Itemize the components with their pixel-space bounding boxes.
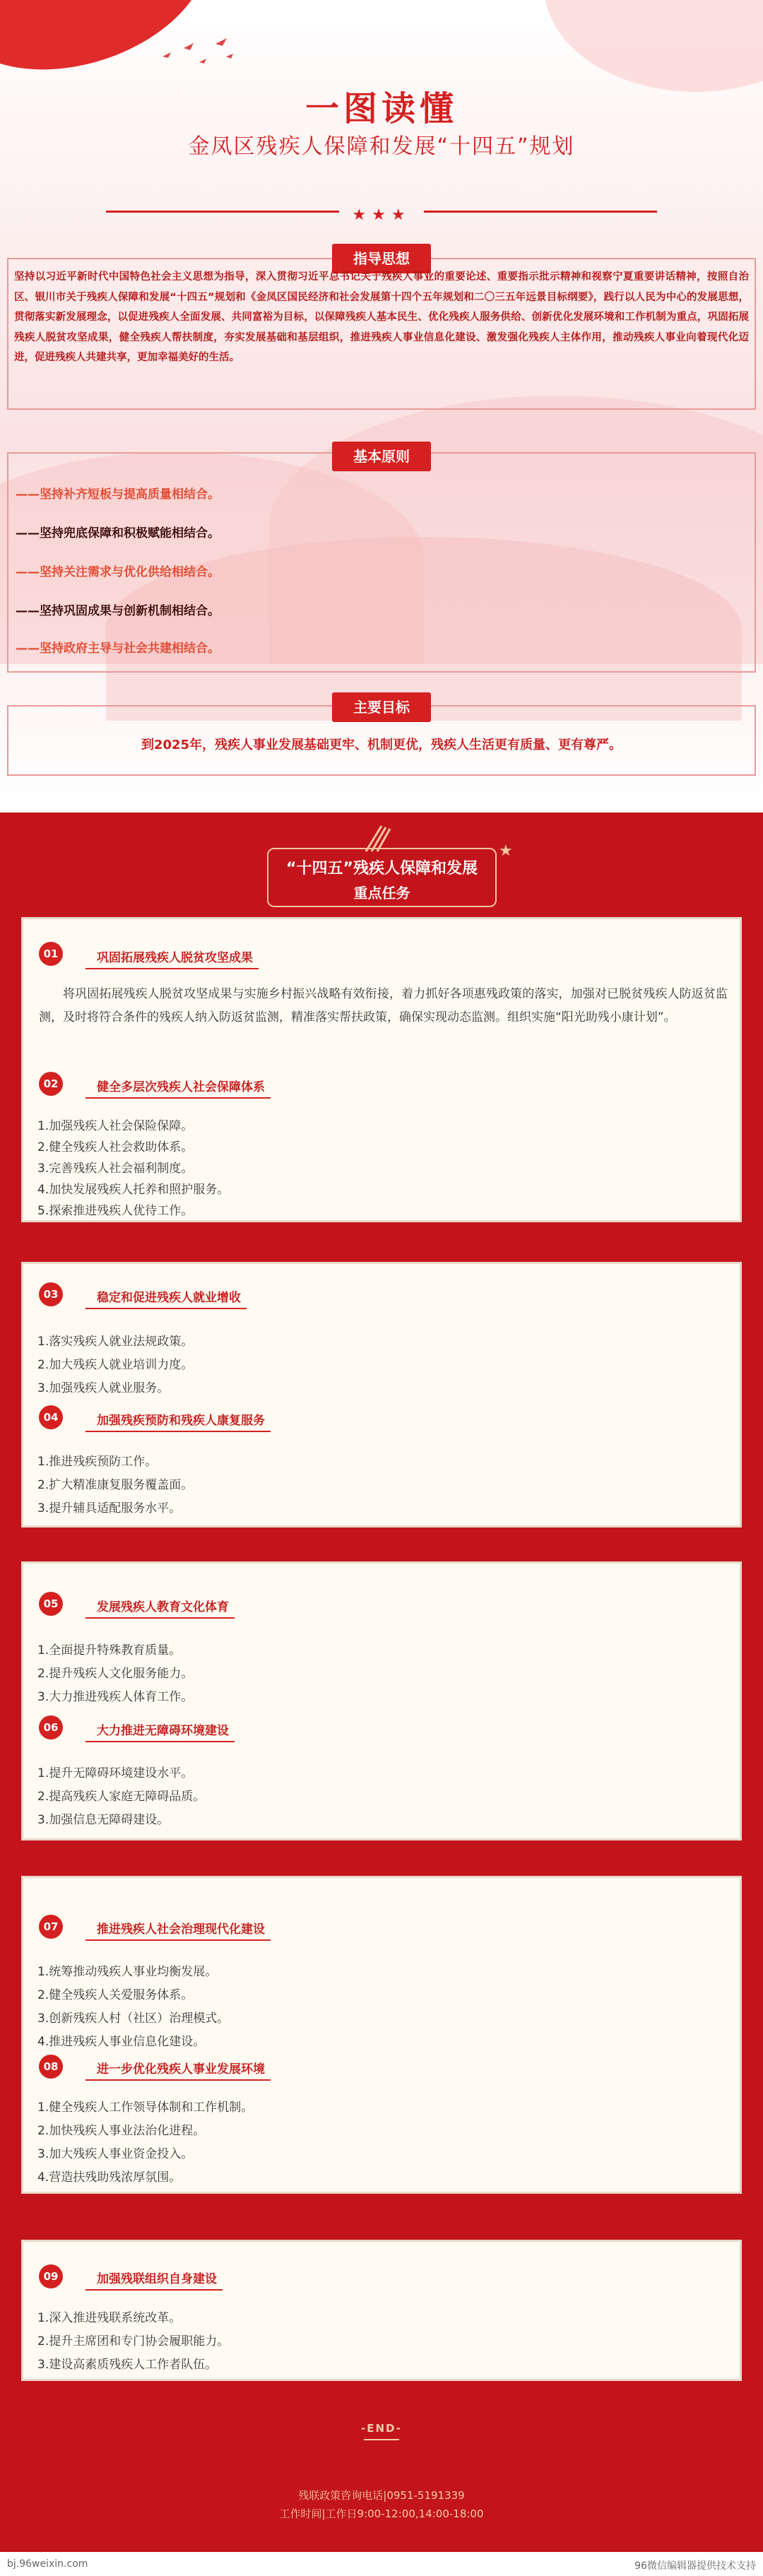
task-title: 推进残疾人社会治理现代化建设 [85, 1919, 271, 1941]
task-number: 02 [39, 1072, 63, 1096]
task-number: 01 [39, 942, 63, 966]
task-line: 3.完善残疾人社会福利制度。 [37, 1162, 194, 1176]
task-title: 巩固拓展残疾人脱贫攻坚成果 [85, 947, 259, 969]
task-paragraph: 将巩固拓展残疾人脱贫攻坚成果与实施乡村振兴战略有效衔接，着力抓好各项惠残政策的落实，加强对已脱贫残疾人防返贫监测，及时将符合条件的残疾人纳入防返贫监测，精准落实帮扶政策，确保实现动态监测。组织实施“阳光助残小康计划”。 [39, 987, 728, 1024]
watermark-left: bj.96weixin.com [7, 2558, 88, 2570]
task-line: 3.创新残疾人村（社区）治理模式。 [37, 2011, 230, 2026]
task-card [21, 1561, 742, 1841]
task-title: 进一步优化残疾人事业发展环境 [85, 2059, 271, 2081]
task-line: 1.深入推进残联系统改革。 [37, 2311, 182, 2325]
task-line: 5.探索推进残疾人优待工作。 [37, 1204, 194, 1218]
task-line: 2.扩大精准康复服务覆盖面。 [37, 1478, 194, 1492]
principle-item: ——坚持补齐短板与提高质量相结合。 [16, 488, 220, 502]
page-subtitle: 金凤区残疾人保障和发展“十四五”规划 [188, 134, 575, 159]
task-number: 07 [39, 1915, 63, 1939]
corner-decoration [544, 0, 763, 92]
end-mark: -END- [361, 2422, 402, 2435]
task-card [21, 1262, 742, 1528]
task-card [21, 917, 742, 1222]
principle-item: ——坚持巩固成果与创新机制相结合。 [16, 604, 220, 618]
tasks-header-line1: “十四五”残疾人保障和发展 [286, 860, 478, 878]
task-line: 3.建设高素质残疾人工作者队伍。 [37, 2358, 218, 2372]
task-line: 2.健全残疾人关爱服务体系。 [37, 1988, 194, 2002]
task-line: 1.提升无障碍环境建设水平。 [37, 1766, 194, 1780]
task-line: 1.健全残疾人工作领导体制和工作机制。 [37, 2101, 254, 2115]
goal-label: 主要目标 [332, 692, 431, 722]
task-line: 2.健全残疾人社会救助体系。 [37, 1140, 194, 1154]
task-line: 3.加大残疾人事业资金投入。 [37, 2147, 194, 2161]
task-title: 稳定和促进残疾人就业增收 [85, 1287, 247, 1309]
task-line: 2.加快残疾人事业法治化进程。 [37, 2124, 206, 2138]
task-title: 发展残疾人教育文化体育 [85, 1597, 235, 1619]
task-line: 3.大力推进残疾人体育工作。 [37, 1690, 194, 1704]
task-line: 2.加大残疾人就业培训力度。 [37, 1358, 194, 1372]
task-line: 4.推进残疾人事业信息化建设。 [37, 2035, 206, 2049]
task-line: 4.营造扶残助残浓厚氛围。 [37, 2170, 182, 2185]
task-line: 1.加强残疾人社会保险保障。 [37, 1119, 194, 1133]
tasks-header [267, 848, 497, 907]
page-title: 一图读懂 [304, 89, 458, 129]
footer-hours: 工作时间|工作日9:00-12:00,14:00-18:00 [279, 2507, 484, 2520]
task-number: 05 [39, 1592, 63, 1616]
divider [106, 211, 339, 213]
task-line: 1.落实残疾人就业法规政策。 [37, 1335, 194, 1349]
task-line: 1.全面提升特殊教育质量。 [37, 1643, 182, 1658]
guide-text: 坚持以习近平新时代中国特色社会主义思想为指导，深入贯彻习近平总书记关于残疾人事业的重要论述、重要指示批示精神和视察宁夏重要讲话精神，按照自治区、银川市关于残疾人保障和发展“十四五”规划和《金凤区国民经济和社会发展第十四个五年规划和二〇三五年远景目标纲要》，践行以人民为中心的发展思想，贯彻落实新发展理念，以促进残疾人全面发展、共同富裕为目标，以保障残疾人基本民生、优化残疾人服务供给、创新优化发展环境和工作机制为重点，巩固拓展残疾人脱贫攻坚成果，健全残疾人帮扶制度，夯实发展基础和基层组织，推进残疾人事业信息化建设、激发强化残疾人主体作用，推动残疾人事业向着现代化迈进，促进残疾人共建共享，更加幸福美好的生活。 [14, 271, 749, 363]
stars-icon: ★★★ [352, 206, 411, 224]
task-line: 1.推进残疾预防工作。 [37, 1455, 158, 1469]
task-card [21, 1876, 742, 2194]
flying-birds-icon [155, 35, 247, 78]
watermark-right: 96微信编辑器提供技术支持 [634, 2560, 756, 2572]
divider [364, 2439, 399, 2440]
task-line: 3.提升辅具适配服务水平。 [37, 1501, 182, 1516]
task-title: 加强残疾预防和残疾人康复服务 [85, 1410, 271, 1432]
goal-text: 到2025年，残疾人事业发展基础更牢、机制更优，残疾人生活更有质量、更有尊严。 [141, 738, 622, 752]
task-card [21, 2240, 742, 2381]
task-line: 4.加快发展残疾人托养和照护服务。 [37, 1183, 230, 1197]
task-line: 2.提高残疾人家庭无障碍品质。 [37, 1790, 206, 1804]
divider [424, 211, 657, 213]
principle-item: ——坚持政府主导与社会共建相结合。 [16, 642, 220, 656]
principles-label: 基本原则 [332, 442, 431, 471]
task-title: 健全多层次残疾人社会保障体系 [85, 1077, 271, 1099]
task-number: 08 [39, 2055, 63, 2079]
task-line: 3.加强残疾人就业服务。 [37, 1381, 170, 1395]
task-line: 2.提升残疾人文化服务能力。 [37, 1667, 194, 1681]
principle-item: ——坚持兜底保障和积极赋能相结合。 [16, 526, 220, 540]
principle-item: ——坚持关注需求与优化供给相结合。 [16, 565, 220, 579]
task-line: 2.提升主席团和专门协会履职能力。 [37, 2334, 230, 2348]
task-number: 09 [39, 2264, 63, 2288]
task-number: 04 [39, 1405, 63, 1429]
task-number: 03 [39, 1282, 63, 1306]
task-title: 加强残联组织自身建设 [85, 2269, 223, 2291]
task-number: 06 [39, 1715, 63, 1739]
task-line: 3.加强信息无障碍建设。 [37, 1813, 170, 1827]
star-icon: ★ [499, 842, 513, 860]
tasks-header-line2: 重点任务 [353, 885, 410, 902]
footer-phone: 残联政策咨询电话|0951-5191339 [298, 2489, 465, 2502]
guide-label: 指导思想 [332, 244, 431, 273]
task-title: 大力推进无障碍环境建设 [85, 1720, 235, 1742]
task-line: 1.统筹推动残疾人事业均衡发展。 [37, 1965, 218, 1979]
